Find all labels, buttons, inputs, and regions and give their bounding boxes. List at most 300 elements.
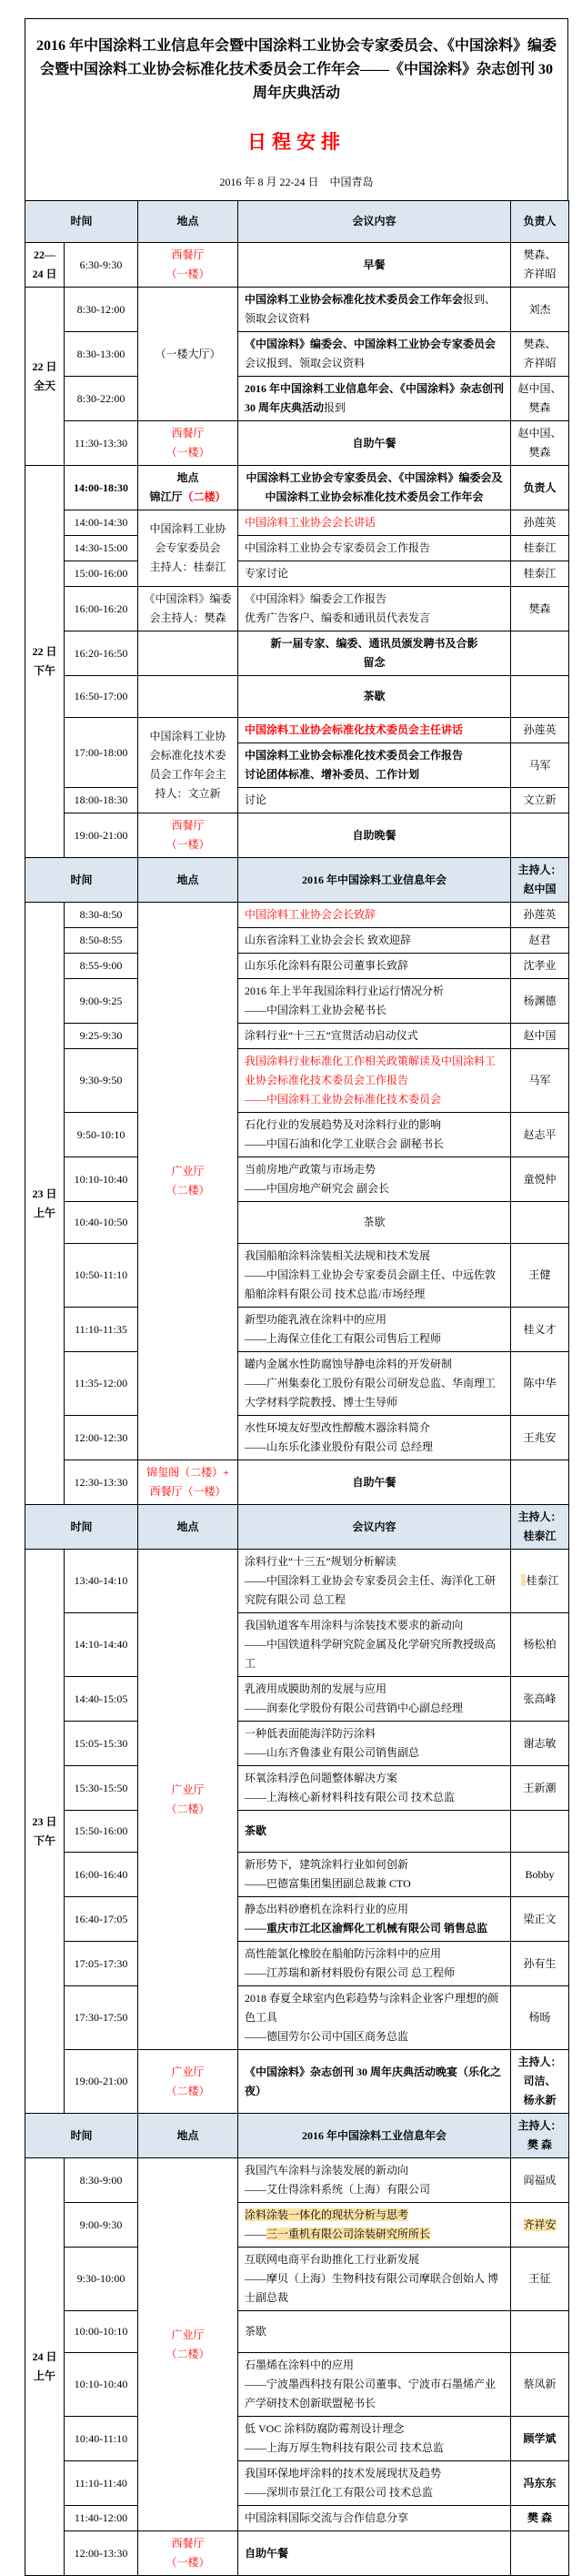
schedule-row [25, 1811, 569, 1853]
content-cell: 茶歇 [238, 1811, 511, 1853]
schedule-row [25, 788, 569, 813]
text-line: （一楼） [166, 2556, 210, 2569]
person-cell [511, 2050, 569, 2114]
content-cell [238, 1244, 511, 1308]
text-line: 齐祥昭 [523, 268, 557, 280]
col-header-time: 时间 [25, 1505, 138, 1550]
section-header-row [25, 2114, 569, 2158]
person-cell: 王健 [511, 1244, 569, 1308]
content-cell [238, 1897, 511, 1942]
schedule-row [25, 1677, 569, 1722]
person-cell: 樊森 [511, 587, 569, 631]
text-line: 新型功能乳液在涂料中的应用 [245, 1313, 387, 1326]
schedule-heading: 日程安排 [247, 131, 346, 153]
text-line: 中国涂料工业协会标准化技术委员会工作年会报到、领取会议资料 [245, 293, 497, 325]
location-cell [138, 1550, 238, 2050]
person-cell: 马军 [511, 743, 569, 788]
text-line: 主持人： [517, 2119, 562, 2132]
time-cell: 14:00-14:30 [65, 510, 138, 536]
text-line: ——广州集泰化工股份有限公司研发总监、华南理工大学材料学院教授、博士生导师 [245, 1377, 497, 1409]
content-cell: 茶歇 [238, 2311, 511, 2353]
text-line: 22— [34, 248, 55, 261]
text-line: 樊 森 [527, 2138, 553, 2151]
text-line: ——中国涂料工业协会标准化技术委员会 [245, 1093, 442, 1106]
text-line: 赵中国、 [517, 382, 562, 395]
text-line: 《中国涂料》编委会、中国涂料工业协会专家委员会会议报到、领取会议资料 [245, 338, 497, 369]
time-cell: 15:05-15:30 [65, 1722, 138, 1766]
content-cell [238, 1113, 511, 1157]
content-cell: 涂料行业“十三五”宣贯活动启动仪式 [238, 1024, 511, 1049]
text-line: 高性能氯化橡胶在船舶防污涂料中的应用 [245, 1947, 442, 1960]
text-line: ——润泰化学股份有限公司营销中心副总经理 [245, 1702, 464, 1714]
person-cell [511, 631, 569, 676]
content-cell [238, 332, 511, 377]
content-cell [238, 2461, 511, 2506]
text-line: ——上海核心新材料科技有限公司 技术总监 [245, 1791, 456, 1803]
schedule-table [25, 200, 569, 2576]
section-header-row [25, 201, 569, 243]
time-cell: 6:30-9:30 [65, 243, 138, 288]
text-line: 上午 [33, 1206, 55, 1219]
schedule-row [25, 1942, 569, 1986]
person-cell [511, 1202, 569, 1244]
text-line: 23 日 [32, 1814, 57, 1828]
time-cell: 11:40-12:00 [65, 2506, 138, 2531]
text-line: ——中国涂料工业协会秘书长 [245, 1004, 387, 1016]
schedule-row [25, 1986, 569, 2050]
schedule-row [25, 466, 569, 510]
day-cell [25, 243, 65, 288]
location-cell [138, 903, 238, 1460]
text-line: ——中国涂料工业协会专家委员会主任、海洋化工研究院有限公司 总工程 [245, 1574, 497, 1606]
time-cell: 17:05-17:30 [65, 1942, 138, 1986]
text-line: 涂料行业“十三五”规划分析解读 [245, 1555, 396, 1568]
col-header-location: 地点 [138, 1505, 238, 1550]
text-line: 齐祥安 [523, 2217, 557, 2231]
text-line: 上午 [33, 2369, 55, 2382]
time-cell: 15:50-16:00 [65, 1811, 138, 1853]
text-line: 22 日 [32, 645, 57, 658]
col-header-location: 地点 [138, 201, 238, 243]
time-cell: 16:00-16:40 [65, 1853, 138, 1897]
text-line: 《中国涂料》编委会工作报告 [245, 592, 387, 605]
schedule-document [25, 18, 568, 2576]
person-cell: 桂泰江 [511, 536, 569, 561]
text-line: ——中国铁道科学研究院金属及化学研究所教授级高工 [245, 1638, 497, 1670]
text-line: 西餐厅 [171, 819, 205, 832]
person-cell: 赵君 [511, 928, 569, 954]
text-line: 会专家委员会 [155, 541, 221, 554]
text-line: （二楼） [166, 1802, 210, 1815]
person-cell: 梁正文 [511, 1897, 569, 1942]
location-cell [138, 2158, 238, 2531]
section-header-row [25, 858, 569, 903]
time-cell: 14:10-14:40 [65, 1613, 138, 1677]
content-cell [238, 1613, 511, 1677]
text-line: 中国涂料工业协 [149, 522, 226, 535]
schedule-row [25, 1897, 569, 1942]
time-cell: 9:00-9:25 [65, 979, 138, 1024]
content-cell [238, 2203, 511, 2248]
content-cell: 《中国涂料》杂志创刊 30 周年庆典活动晚宴（乐化之夜） [238, 2050, 511, 2114]
time-cell: 9:25-9:30 [65, 1024, 138, 1049]
col-header-content: 2016 年中国涂料工业信息年会 [238, 858, 511, 903]
time-cell: 15:30-15:50 [65, 1766, 138, 1811]
time-cell: 8:30-8:50 [65, 903, 138, 928]
person-cell: 顾学斌 [511, 2417, 569, 2461]
schedule-row [25, 928, 569, 954]
time-cell: 9:30-10:00 [65, 2248, 138, 2311]
time-cell: 14:30-15:00 [65, 536, 138, 561]
person-cell: 童悦仲 [511, 1157, 569, 1202]
person-cell: 杨旸 [511, 1986, 569, 2050]
time-cell: 17:00-18:00 [65, 718, 138, 788]
text-line: 全天 [33, 379, 55, 392]
content-cell: 讨论 [238, 788, 511, 813]
person-cell: 谢志敏 [511, 1722, 569, 1766]
schedule-row [25, 288, 569, 332]
text-line: 24 日 [32, 268, 57, 280]
content-cell [238, 587, 511, 631]
schedule-row [25, 1722, 569, 1766]
text-line: ——三一重机有限公司涂装研究所所长 [245, 2227, 431, 2240]
time-cell: 8:55-9:00 [65, 954, 138, 979]
person-cell [511, 2531, 569, 2576]
schedule-row [25, 2203, 569, 2248]
schedule-row [25, 332, 569, 377]
text-line: （二楼） [166, 2084, 210, 2097]
text-line: ——重庆市江北区渝辉化工机械有限公司 销售总监 [245, 1922, 488, 1935]
text-line: ——巴德富集团集团副总裁兼 CTO [245, 1877, 411, 1890]
person-cell [511, 1460, 569, 1505]
text-line: ——深圳市景江化工有限公司 技术总监 [245, 2486, 434, 2499]
schedule-row [25, 1460, 569, 1505]
text-line: 樊森、 [523, 248, 557, 261]
time-cell: 16:20-16:50 [65, 631, 138, 676]
text-line: （一楼） [166, 268, 210, 280]
schedule-row [25, 813, 569, 858]
schedule-row [25, 1024, 569, 1049]
person-cell: 文立新 [511, 788, 569, 813]
text-line: 中国涂料工业协 [149, 730, 226, 742]
col-header-time: 时间 [25, 2114, 138, 2158]
schedule-row [25, 243, 569, 288]
text-line: 樊森 [528, 446, 551, 459]
content-cell [238, 1986, 511, 2050]
text-line: 广业厅 [171, 1783, 205, 1796]
person-cell: 王新潮 [511, 1766, 569, 1811]
text-line: 当前房地产政策与市场走势 [245, 1163, 376, 1176]
schedule-row [25, 903, 569, 928]
text-line: 我国船舶涂料涂装相关法规和技术发展 [245, 1249, 431, 1262]
text-line: 一种低表面能海洋防污涂料 [245, 1727, 376, 1740]
day-cell [25, 466, 65, 858]
schedule-row [25, 1550, 569, 1613]
time-cell: 8:50-8:55 [65, 928, 138, 954]
text-line: 下午 [33, 664, 55, 677]
schedule-row [25, 2311, 569, 2353]
schedule-row [25, 536, 569, 561]
schedule-row [25, 2417, 569, 2461]
schedule-row [25, 1202, 569, 1244]
location-cell [138, 587, 238, 631]
text-line: 我国环保地坪涂料的技术发展现状及趋势 [245, 2467, 442, 2480]
schedule-row [25, 1113, 569, 1157]
section-header-row [25, 1505, 569, 1550]
text-line: ——宁波墨西科技有限公司董事、宁波市石墨烯产业产学研技术创新联盟秘书长 [245, 2378, 497, 2409]
time-cell: 8:30-22:00 [65, 377, 138, 421]
person-cell: 沈孝业 [511, 954, 569, 979]
content-cell: 自助午餐 [238, 1460, 511, 1505]
content-cell: 专家讨论 [238, 561, 511, 587]
content-cell [238, 1550, 511, 1613]
person-cell [511, 1550, 569, 1613]
text-line: 会标准化技术委 [149, 749, 226, 762]
title-block [25, 18, 568, 200]
location-cell [138, 466, 238, 510]
schedule-row [25, 510, 569, 536]
content-cell [238, 2353, 511, 2417]
text-line: 中国涂料工业协会标准化技术委员会工作报告 [245, 749, 464, 762]
person-cell: 孙莲英 [511, 718, 569, 743]
col-header-person: 负责人 [511, 201, 569, 243]
text-line: ——上海万厚生物科技有限公司 技术总监 [245, 2441, 445, 2454]
content-cell [238, 631, 511, 676]
document-title: 2016 年中国涂料工业信息年会暨中国涂料工业协会专家委员会、《中国涂料》编委会暨中国涂料工业协会标准化技术委员会工作年会——《中国涂料》杂志创刊 30 周年庆典活动 [36, 38, 557, 101]
text-line: 互联网电商平台助推化工行业新发展 [245, 2253, 420, 2266]
text-line: （一楼） [166, 446, 210, 459]
col-header-time: 时间 [25, 201, 138, 243]
content-cell [238, 1853, 511, 1897]
time-cell: 10:10-10:40 [65, 2353, 138, 2417]
text-line: 石化行业的发展趋势及对涂料行业的影响 [245, 1118, 442, 1131]
col-header-location: 地点 [138, 858, 238, 903]
time-cell: 16:40-17:05 [65, 1897, 138, 1942]
text-line: 锦江厅（二楼） [149, 490, 226, 503]
text-line: ——摩贝（上海）生物科技有限公司摩联合创始人 博士副总裁 [245, 2272, 499, 2304]
person-cell: 桂泰江 [511, 561, 569, 587]
schedule-row [25, 1308, 569, 1352]
content-cell [238, 2417, 511, 2461]
content-cell [238, 1049, 511, 1113]
text-line: 《中国涂料》编委 [144, 592, 232, 605]
schedule-row [25, 1766, 569, 1811]
text-line: ——上海保立佳化工有限公司售后工程师 [245, 1332, 442, 1345]
content-cell: 中国涂料国际交流与合作信息分享 [238, 2506, 511, 2531]
content-cell [238, 1677, 511, 1722]
time-cell: 14:00-18:30 [65, 466, 138, 510]
person-cell: 阎福成 [511, 2158, 569, 2203]
text-line: 司洁、 [523, 2075, 557, 2087]
text-line: 赵中国 [523, 883, 557, 895]
person-cell: Bobby [511, 1853, 569, 1897]
text-line: 静态出料砂磨机在涂料行业的应用 [245, 1903, 409, 1915]
text-line: ——中国涂料工业协会专家委员会副主任、中远佐敦船舶涂料有限公司 技术总监/市场经理 [245, 1268, 497, 1300]
time-cell: 19:00-21:00 [65, 813, 138, 858]
content-cell: 自助晚餐 [238, 813, 511, 858]
schedule-row [25, 1244, 569, 1308]
person-cell: 王征 [511, 2248, 569, 2311]
text-line: 2016 年上半年我国涂料行业运行情况分析 [245, 985, 445, 997]
schedule-row [25, 2531, 569, 2576]
content-cell [238, 1722, 511, 1766]
time-cell: 8:30-12:00 [65, 288, 138, 332]
time-cell: 12:00-13:30 [65, 2531, 138, 2576]
text-line: 西餐厅 [171, 2537, 205, 2550]
content-cell [238, 1308, 511, 1352]
text-line: ——山东齐鲁漆业有限公司销售副总 [245, 1746, 420, 1759]
person-cell: 桂义才 [511, 1308, 569, 1352]
text-line: 西餐厅 [171, 427, 205, 439]
text-line: 新一届专家、编委、通讯员颁发聘书及合影 [270, 637, 478, 650]
content-cell: 中国涂料工业协会标准化技术委员会主任讲话 [238, 718, 511, 743]
content-cell: 早餐 [238, 243, 511, 288]
text-line: 会主持人：樊森 [149, 611, 226, 624]
content-cell [238, 979, 511, 1024]
content-cell [238, 1942, 511, 1986]
col-header-person [511, 2114, 569, 2158]
time-cell: 13:40-14:10 [65, 1550, 138, 1613]
text-line: 桂泰江 [523, 1530, 557, 1542]
time-cell: 10:10-10:40 [65, 1157, 138, 1202]
person-cell: 冯东东 [511, 2461, 569, 2506]
schedule-row [25, 2050, 569, 2114]
person-cell: 蔡凤新 [511, 2353, 569, 2417]
schedule-row [25, 1157, 569, 1202]
location-cell [138, 510, 238, 587]
text-line: 广业厅 [171, 2065, 205, 2078]
text-line: 22 日 [32, 359, 57, 373]
schedule-row [25, 979, 569, 1024]
time-cell: 16:50-17:00 [65, 676, 138, 718]
person-cell [511, 2311, 569, 2353]
time-cell: 8:30-13:00 [65, 332, 138, 377]
text-line: 广业厅 [171, 1165, 205, 1177]
schedule-row [25, 1352, 569, 1416]
text-line: （二楼） [166, 1184, 210, 1197]
text-line: 留念 [363, 656, 386, 669]
text-line: 乳液用成膜助剂的发展与应用 [245, 1682, 387, 1695]
schedule-row [25, 2506, 569, 2531]
time-cell: 11:35-12:00 [65, 1352, 138, 1416]
person-cell [511, 421, 569, 466]
time-cell: 10:50-11:10 [65, 1244, 138, 1308]
schedule-row [25, 2248, 569, 2311]
text-line: 锦玺阁（二楼）+ [146, 1466, 229, 1479]
schedule-row [25, 1853, 569, 1897]
time-cell: 14:40-15:05 [65, 1677, 138, 1722]
time-cell: 10:40-11:10 [65, 2417, 138, 2461]
text-line: 桂泰江 [515, 1571, 565, 1591]
person-cell: 孙莲英 [511, 903, 569, 928]
schedule-row [25, 561, 569, 587]
schedule-row [25, 377, 569, 421]
location-cell [138, 243, 238, 288]
location-cell [138, 813, 238, 858]
text-line: 2016 年中国涂料工业信息年会、《中国涂料》杂志创刊 30 周年庆典活动报到 [245, 382, 505, 414]
text-line: 我国轨道客车用涂料与涂装技术要求的新动向 [245, 1619, 464, 1631]
date-location: 2016 年 8 月 22-24 日 中国青岛 [219, 176, 374, 188]
time-cell: 11:30-13:30 [65, 421, 138, 466]
schedule-row [25, 2461, 569, 2506]
time-cell: 11:10-11:35 [65, 1308, 138, 1352]
person-cell: 孙莲英 [511, 510, 569, 536]
schedule-row [25, 631, 569, 676]
location-cell [138, 631, 238, 676]
text-line: （一楼） [166, 838, 210, 851]
text-line: ——中国房地产研究会 副会长 [245, 1182, 390, 1195]
content-cell: 自助午餐 [238, 2531, 511, 2576]
schedule-table-body [25, 201, 569, 2576]
schedule-row [25, 2353, 569, 2417]
time-cell: 9:50-10:10 [65, 1113, 138, 1157]
content-cell [238, 288, 511, 332]
text-line: ——德国劳尔公司中国区商务总监 [245, 2030, 409, 2043]
time-cell: 10:40-10:50 [65, 1202, 138, 1244]
text-line: 讨论团体标准、增补委员、工作计划 [245, 768, 420, 781]
location-cell [138, 2050, 238, 2114]
content-cell [238, 743, 511, 788]
content-cell: 中国涂料工业协会会长讲话 [238, 510, 511, 536]
text-line: 樊森 [528, 401, 551, 414]
content-cell [238, 1157, 511, 1202]
content-cell: 茶歇 [238, 676, 511, 718]
content-cell: 自助午餐 [238, 421, 511, 466]
person-cell [511, 1811, 569, 1853]
text-line: 西餐厅 [171, 248, 205, 261]
content-cell: 茶歇 [238, 1202, 511, 1244]
schedule-row [25, 2158, 569, 2203]
person-cell: 赵志平 [511, 1113, 569, 1157]
content-cell: 中国涂料工业协会专家委员会、《中国涂料》编委会及中国涂料工业协会标准化技术委员会工作年会 [238, 466, 511, 510]
day-cell [25, 1550, 65, 2114]
text-line: ——山东乐化漆业股份有限公司 总经理 [245, 1440, 434, 1453]
person-cell [511, 332, 569, 377]
location-cell [138, 421, 238, 466]
time-cell: 18:00-18:30 [65, 788, 138, 813]
text-line: 樊森、 [523, 338, 557, 350]
text-line: 广业厅 [171, 2328, 205, 2341]
text-line: 主持人：桂泰江 [149, 561, 226, 573]
time-cell: 9:30-9:50 [65, 1049, 138, 1113]
content-cell [238, 2248, 511, 2311]
time-cell: 12:30-13:30 [65, 1460, 138, 1505]
time-cell: 10:00-10:10 [65, 2311, 138, 2353]
text-line: 环氧涂料浮色问题整体解决方案 [245, 1772, 398, 1784]
text-line: 齐祥昭 [523, 357, 557, 369]
text-line: 石墨烯在涂料中的应用 [245, 2359, 355, 2371]
time-cell: 17:30-17:50 [65, 1986, 138, 2050]
schedule-row [25, 1416, 569, 1460]
text-line: 地点 [176, 471, 199, 484]
text-line: 赵中国、 [517, 427, 562, 439]
person-cell: 负责人 [511, 466, 569, 510]
text-line: 我国汽车涂料与涂装发展的新动向 [245, 2164, 409, 2177]
schedule-row [25, 587, 569, 631]
time-cell: 11:10-11:40 [65, 2461, 138, 2506]
person-cell: 马军 [511, 1049, 569, 1113]
person-cell: 樊 森 [511, 2506, 569, 2531]
person-cell [511, 377, 569, 421]
col-header-time: 时间 [25, 858, 138, 903]
content-cell: 中国涂料工业协会专家委员会工作报告 [238, 536, 511, 561]
person-cell: 张高峰 [511, 1677, 569, 1722]
text-line: 员会工作年会主 [149, 768, 226, 781]
person-cell: 杨松柏 [511, 1613, 569, 1677]
text-line: 西餐厅（一楼） [149, 1485, 226, 1498]
day-cell [25, 2158, 65, 2576]
time-cell: 9:00-9:30 [65, 2203, 138, 2248]
